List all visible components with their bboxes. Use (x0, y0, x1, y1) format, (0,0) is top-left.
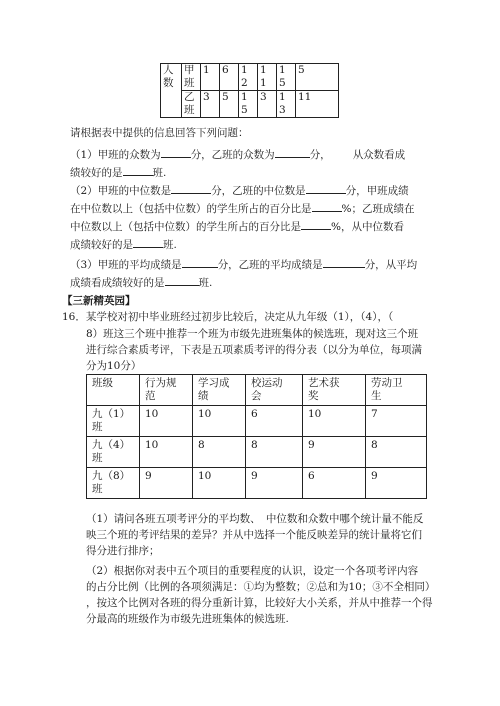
count-cell (220, 64, 239, 91)
answer-blank[interactable] (323, 256, 365, 268)
count-value: 1 (203, 64, 210, 76)
score-table (86, 374, 427, 499)
count-cell (296, 64, 339, 91)
q16-2-line-3: ，按这个比例对各班的得分重新计算，比较好大小关系，并从中推荐一个得 (86, 597, 433, 609)
q16-1-line-2: 映三个班的考评结果的差异？并从中选择一个能反映差异的统计量将它们 (86, 529, 422, 541)
answer-blank[interactable] (171, 182, 211, 194)
header-text: 劳动卫 (371, 377, 403, 389)
row-label-line: 人 (163, 64, 174, 76)
question-text: 绩较好的是 (70, 167, 123, 179)
question-2-line-2 (70, 200, 414, 216)
answer-blank[interactable] (275, 146, 310, 158)
score-cell: 10 (193, 406, 246, 437)
answer-blank[interactable] (123, 164, 153, 176)
question-2-line-3 (70, 218, 404, 234)
question-text: %，从中位数看 (331, 221, 404, 233)
header-text: 行为规 (145, 377, 177, 389)
header-text: 班级 (92, 377, 113, 389)
answer-blank[interactable] (165, 274, 199, 286)
question-text: %；乙班成绩在 (341, 203, 415, 215)
count-value: 1 (279, 64, 286, 76)
question-1-line-1 (70, 146, 405, 162)
score-cell: 7 (366, 406, 427, 437)
score-cell: 9 (140, 468, 193, 499)
answer-blank[interactable] (312, 200, 342, 212)
question-text: 分，乙班的众数为 (190, 149, 275, 161)
question-text: 从众数看成 (352, 149, 406, 161)
class-cell (182, 64, 201, 91)
question-text: 成绩较好的是 (70, 239, 133, 251)
class-cell (182, 91, 201, 118)
count-cell (258, 64, 277, 91)
class-cell (87, 468, 140, 499)
problem-16-line-1: 16．某学校对初中毕业班经过初步比较后，决定从九年级（1），（4），（ (62, 311, 394, 323)
count-value: 3 (260, 91, 267, 103)
score-cell: 6 (246, 406, 303, 437)
count-value: 11 (298, 91, 312, 103)
header-text: 学习成 (198, 377, 230, 389)
score-cell: 6 (303, 468, 366, 499)
answer-blank[interactable] (161, 146, 191, 158)
count-value: 1 (241, 91, 248, 103)
class-name-line: 班 (184, 104, 195, 116)
question-2-line-1 (70, 182, 409, 198)
count-value: 5 (279, 77, 286, 89)
question-intro: 请根据表中提供的信息回答下列问题： (70, 127, 249, 139)
question-text: 班. (152, 167, 167, 179)
header-cell (193, 375, 246, 406)
question-3-line-1 (70, 256, 417, 272)
answer-blank[interactable] (306, 182, 346, 194)
class-name-line: 九（8） (92, 470, 131, 482)
header-cell (140, 375, 193, 406)
class-name-line: 班 (92, 483, 103, 495)
score-cell: 8 (246, 437, 303, 468)
count-cell (201, 64, 220, 91)
class-cell (87, 437, 140, 468)
count-value: 1 (241, 64, 248, 76)
header-text: 绩 (198, 390, 209, 402)
question-text: 分， (309, 149, 331, 161)
count-cell (277, 64, 296, 91)
table-row (161, 91, 339, 118)
count-value: 1 (260, 64, 267, 76)
count-value: 3 (203, 91, 210, 103)
answer-blank[interactable] (133, 236, 163, 248)
count-value: 5 (222, 91, 229, 103)
count-cell (258, 91, 277, 118)
header-text: 艺术获 (308, 377, 340, 389)
table-header-row (87, 375, 427, 406)
answer-blank[interactable] (301, 218, 331, 230)
question-text: 中位数以上（包括中位数）的学生所占的百分比是 (70, 221, 301, 233)
q16-2-line-4: 分最高的班级作为市级先进班集体的候选班. (86, 613, 289, 625)
row-label-cell (161, 64, 182, 118)
q16-2-line-1: （2）根据你对表中五个项目的重要程度的认识，设定一个各项考评内容 (86, 565, 419, 577)
score-cell: 10 (140, 437, 193, 468)
q16-1-line-3: 得分进行排序； (86, 545, 160, 557)
score-cell: 10 (140, 406, 193, 437)
count-value: 1 (279, 91, 286, 103)
header-cell (87, 375, 140, 406)
table-row (87, 468, 427, 499)
table-row (87, 406, 427, 437)
class-name-line: 班 (92, 452, 103, 464)
count-value: 5 (298, 64, 305, 76)
score-cell: 8 (366, 437, 427, 468)
score-cell: 8 (193, 437, 246, 468)
count-cell (220, 91, 239, 118)
count-value: 6 (222, 64, 229, 76)
answer-blank[interactable] (182, 256, 218, 268)
question-1-line-2 (70, 164, 166, 180)
header-cell (303, 375, 366, 406)
class-name-line: 九（1） (92, 408, 131, 420)
class-name-line: 甲 (184, 64, 195, 76)
count-value: 5 (241, 104, 248, 116)
question-text: 在中位数以上（包括中位数）的学生所占的百分比是 (70, 203, 312, 215)
question-text: （2）甲班的中位数是 (70, 185, 172, 197)
header-text: 校运动 (251, 377, 283, 389)
header-cell (246, 375, 303, 406)
problem-16-line-2: 8）班这三个班中推荐一个班为市级先进班集体的候选班，现对这三个班 (86, 328, 419, 340)
question-text: 班. (163, 239, 177, 251)
question-text: 分，从平均 (364, 259, 418, 271)
row-label-line: 数 (163, 77, 174, 89)
header-text: 范 (145, 390, 156, 402)
class-name-line: 班 (184, 77, 195, 89)
question-text: 成绩看成绩较好的是 (70, 277, 165, 289)
score-cell: 10 (193, 468, 246, 499)
problem-16-line-4: 分为10分） (86, 360, 142, 372)
count-value: 2 (241, 77, 248, 89)
question-text: 班. (198, 277, 213, 289)
question-text: （3）甲班的平均成绩是 (70, 259, 182, 271)
count-value: 3 (279, 104, 286, 116)
header-text: 生 (371, 390, 382, 402)
table-row (161, 64, 339, 91)
score-distribution-table (160, 63, 339, 118)
count-cell (296, 91, 339, 118)
score-cell: 9 (366, 468, 427, 499)
question-text: 分，乙班的平均成绩是 (217, 259, 323, 271)
question-3-line-2 (70, 274, 212, 290)
question-2-line-4 (70, 236, 177, 252)
count-cell (201, 91, 220, 118)
class-name-line: 九（4） (92, 439, 131, 451)
count-cell (277, 91, 296, 118)
count-value: 1 (260, 77, 267, 89)
class-name-line: 班 (92, 421, 103, 433)
header-text: 奖 (308, 390, 319, 402)
question-text: （1）甲班的众数为 (70, 149, 161, 161)
section-title: 【三新精英园】 (62, 295, 136, 307)
score-cell: 9 (303, 437, 366, 468)
class-cell (87, 406, 140, 437)
question-text: 分，甲班成绩 (345, 185, 409, 197)
count-cell (239, 91, 258, 118)
q16-2-line-2: 的占分比例（比例的各项须满足：①均为整数；②总和为10；③不全相同） (86, 581, 436, 593)
score-cell: 10 (303, 406, 366, 437)
header-text: 会 (251, 390, 262, 402)
problem-16-line-3: 进行综合素质考评，下表是五项素质考评的得分表（以分为单位，每项满 (86, 344, 422, 356)
q16-1-line-1: （1）请问各班五项考评分的平均数、 中位数和众数中哪个统计量不能反 (86, 513, 424, 525)
question-text: 分，乙班的中位数是 (211, 185, 306, 197)
table-row (87, 437, 427, 468)
score-cell: 9 (246, 468, 303, 499)
header-cell (366, 375, 427, 406)
class-name-line: 乙 (184, 91, 195, 103)
count-cell (239, 64, 258, 91)
